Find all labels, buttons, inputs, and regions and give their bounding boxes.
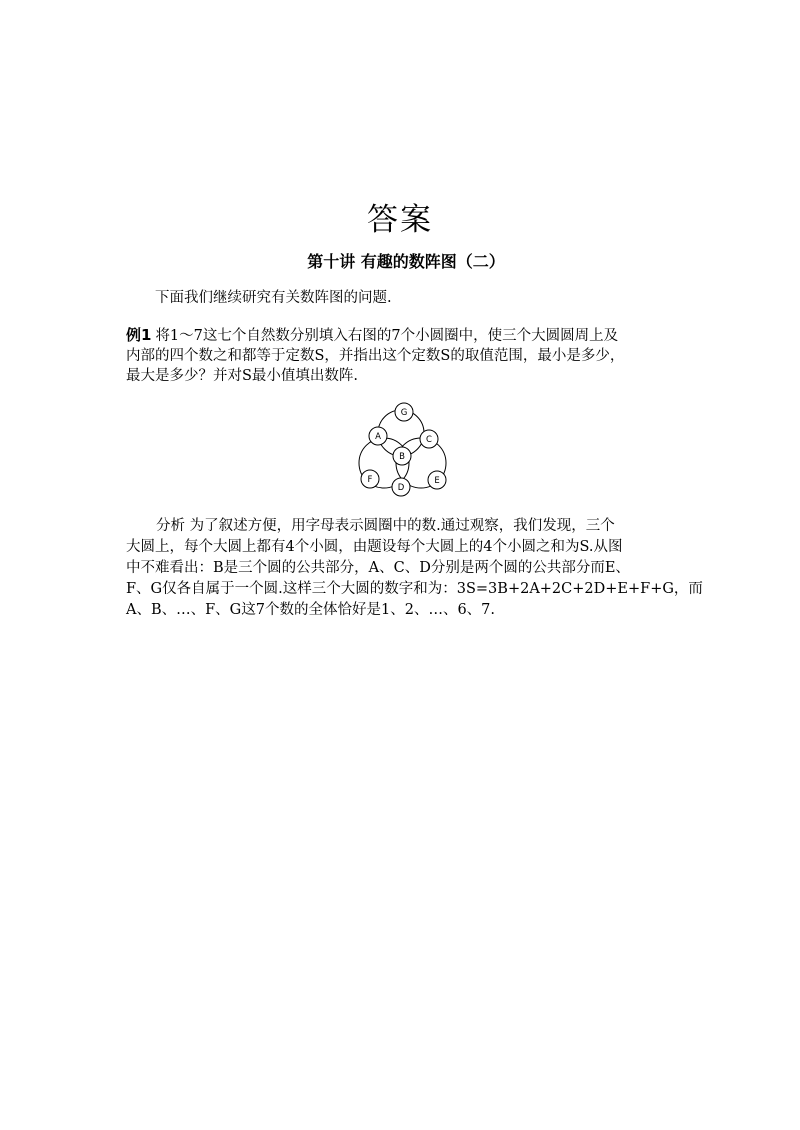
- node-c-label: C: [426, 435, 432, 445]
- example-paragraph: [126, 325, 686, 386]
- node-g-label: G: [400, 408, 408, 418]
- example-line-2: 内部的四个数之和都等于定数S，并指出这个定数S的取值范围，最小是多少，: [126, 348, 625, 364]
- node-b: [393, 447, 411, 465]
- node-f: [361, 470, 379, 488]
- analysis-line-2: 大圆上，每个大圆上都有4个小圆，由题设每个大圆上的4个小圆之和为S.从图: [126, 539, 623, 555]
- example-line-3: 最大是多少？并对S最小值填出数阵.: [126, 368, 359, 384]
- page-title: 答案: [367, 202, 433, 238]
- example-label: 例1: [126, 326, 152, 344]
- analysis-line-1: 分析 为了叙述方便，用字母表示圆圈中的数.通过观察，我们发现，三个: [156, 518, 615, 534]
- intro-paragraph: 下面我们继续研究有关数阵图的问题.: [155, 290, 392, 306]
- lecture-subtitle: 第十讲 有趣的数阵图（二）: [307, 252, 505, 271]
- three-circle-figure: [354, 400, 454, 500]
- node-g: [395, 403, 413, 421]
- node-c: [420, 430, 438, 448]
- node-f-label: F: [367, 475, 373, 485]
- analysis-line-4: F、G仅各自属于一个圆.这样三个大圆的数字和为：3S=3B+2A+2C+2D+E+F+G，而: [126, 581, 703, 597]
- example-text-1: 将1～7这七个自然数分别填入右图的7个小圆圈中，使三个大圆圆周上及: [155, 328, 619, 344]
- node-a: [369, 427, 387, 445]
- node-e-label: E: [434, 476, 440, 486]
- figure-svg: [354, 400, 454, 500]
- node-d-label: D: [397, 483, 405, 493]
- example-line-1: [126, 325, 686, 346]
- node-e: [428, 471, 446, 489]
- analysis-line-5: A、B、…、F、G这7个数的全体恰好是1、2、…、6、7.: [126, 602, 496, 618]
- node-b-label: B: [399, 452, 405, 462]
- analysis-paragraph: [126, 516, 703, 621]
- node-d: [392, 478, 410, 496]
- analysis-line-3: 中不难看出：B是三个圆的公共部分，A、C、D分别是两个圆的公共部分而E、: [126, 560, 630, 576]
- node-a-label: A: [375, 432, 381, 442]
